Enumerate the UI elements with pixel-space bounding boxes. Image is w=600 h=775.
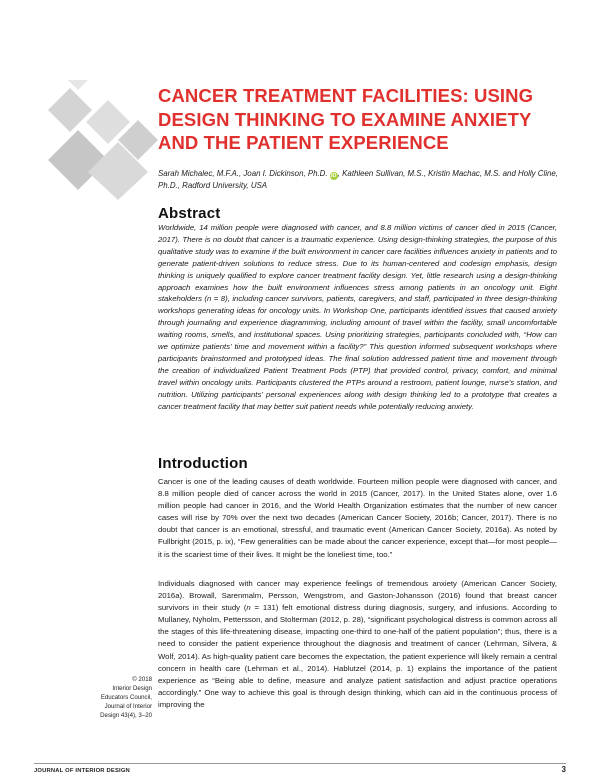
author-line <box>158 168 558 192</box>
orcid-icon[interactable]: iD <box>331 173 337 179</box>
title-line: AND THE PATIENT EXPERIENCE <box>158 132 449 153</box>
footer-divider <box>34 763 566 764</box>
introduction-paragraph-2 <box>158 578 557 711</box>
paragraph-2-text-b: = 131) felt emotional distress during diagnosis, surgery, and infusions. According to Mullaney, Nyholm, Pettersson, and Stolterman (2012, p. 28), “significant psychological distress is common across all the stages of this life-threatening disease, impacting one-third to one-half of the patient population”; thus, there is a need to consider the patient experience throughout the diagnosis and treatment of cancer (Lehrman, Silvera, & Wolf, 2014). As high-quality patient care becomes the expectation, the patient experience will likely remain a central concern in health care (Lehrman et al., 2014). Hablutzel (2014, p. 1) explains the importance of the patient experience as “Being able to define, measure and analyze patient satisfaction and adjust practice operations accordingly.” One way to achieve this goal is through design thinking, which can aid in the continuous process of improving the <box>158 603 557 709</box>
sidenote-line: Educators Council, <box>100 693 152 701</box>
title-line: CANCER TREATMENT FACILITIES: USING <box>158 85 534 106</box>
sidenote-line: Interior Design <box>112 684 152 692</box>
sidenote-line: Journal of Interior <box>104 702 152 710</box>
article-title <box>158 84 558 155</box>
title-line: DESIGN THINKING TO EXAMINE ANXIETY <box>158 108 532 130</box>
paragraph-2-text-a: Individuals diagnosed with cancer may experience feelings of tremendous anxiety (American Cancer Society, 2016a). Browall, Sarenmalm, Persson, Wengstrom, and Gaston-Johansson (2016) found that breast cancer survivors in their study ( <box>158 579 557 613</box>
page-number: 3 <box>561 765 566 774</box>
sidenote-line: Design 43(4), 3–20 <box>100 711 152 719</box>
introduction-heading: Introduction <box>158 455 248 472</box>
decorative-diamond-pattern <box>48 80 158 200</box>
copyright-sidenote <box>100 676 152 721</box>
abstract-heading: Abstract <box>158 205 221 222</box>
footer-journal-name: JOURNAL OF INTERIOR DESIGN <box>34 768 130 774</box>
sidenote-line: © 2018 <box>132 676 152 683</box>
sample-size-symbol: n <box>246 603 251 613</box>
abstract-text: Worldwide, 14 million people were diagnosed with cancer, and 8.8 million victims of cancer died in 2015 (Cancer, 2017). There is no doubt that cancer is a traumatic experience. Using design-thinking strategies, the purpose of this qualitative study was to examine if the built environment in cancer care facilities influences anxiety in patients and to generate patient-driven solutions to reduce stress. Due to its human-centered and codesign emphasis, design thinking is uniquely qualified to explore cancer treatment facility design. Yet, little research using a design-thinking approach examines how the built environment influences stress among patients in an oncology unit. Eight stakeholders (n = 8), including cancer survivors, patients, caregivers, and staff, participated in three design-thinking workshops generating ideas for oncology units. In Workshop One, participants identified issues that caused anxiety through journaling and experience diagramming, including amount of travel within the facility, small uncomfortable waiting rooms, smells, and institutional spaces. Using prioritizing strategies, participants concluded with, “How can we optimize patients’ time and movement within a facility?” This question informed subsequent workshops where participants brainstormed and prototyped ideas. The final solution addressed patient time and movement through the creation of individualized Patient Treatment Pods (PTP) that provided control, privacy, comfort, and minimal travel within oncology units. Participants clustered the PTPs around a restroom, patient lounge, nurse’s station, and nutrition. Utilizing participants’ personal experiences along with design thinking led to a prototype that creates a cancer treatment facility that may better suit patient needs while potentially reducing anxiety. <box>158 223 557 411</box>
authors-part-2: , Kathleen Sullivan, M.S., Kristin Machac, M.S. and Holly Cline, Ph.D., Radford University, USA <box>158 169 558 190</box>
authors-part-1: Sarah Michalec, M.F.A., Joan I. Dickinson, Ph.D. <box>158 169 328 178</box>
introduction-paragraph-1: Cancer is one of the leading causes of death worldwide. Fourteen million people were diagnosed with cancer, and 8.8 million people died of cancer across the world in 2015 (Cancer, 2017). In the United States alone, over 1.6 million people had cancer in 2016, and the World Health Organization estimates that the number of new cancer cases will rise by 70% over the next two decades (American Cancer Society, 2016b; Cancer, 2017). There is no doubt that cancer is an emotional, stressful, and traumatic event (American Cancer Society, 2016a). As noted by Fullbright (2015, p. ix), “Few generalities can be made about the cancer experience, except that—for most people—it is the scariest time of their lives. It might be the loneliest time, too.” <box>158 477 557 559</box>
